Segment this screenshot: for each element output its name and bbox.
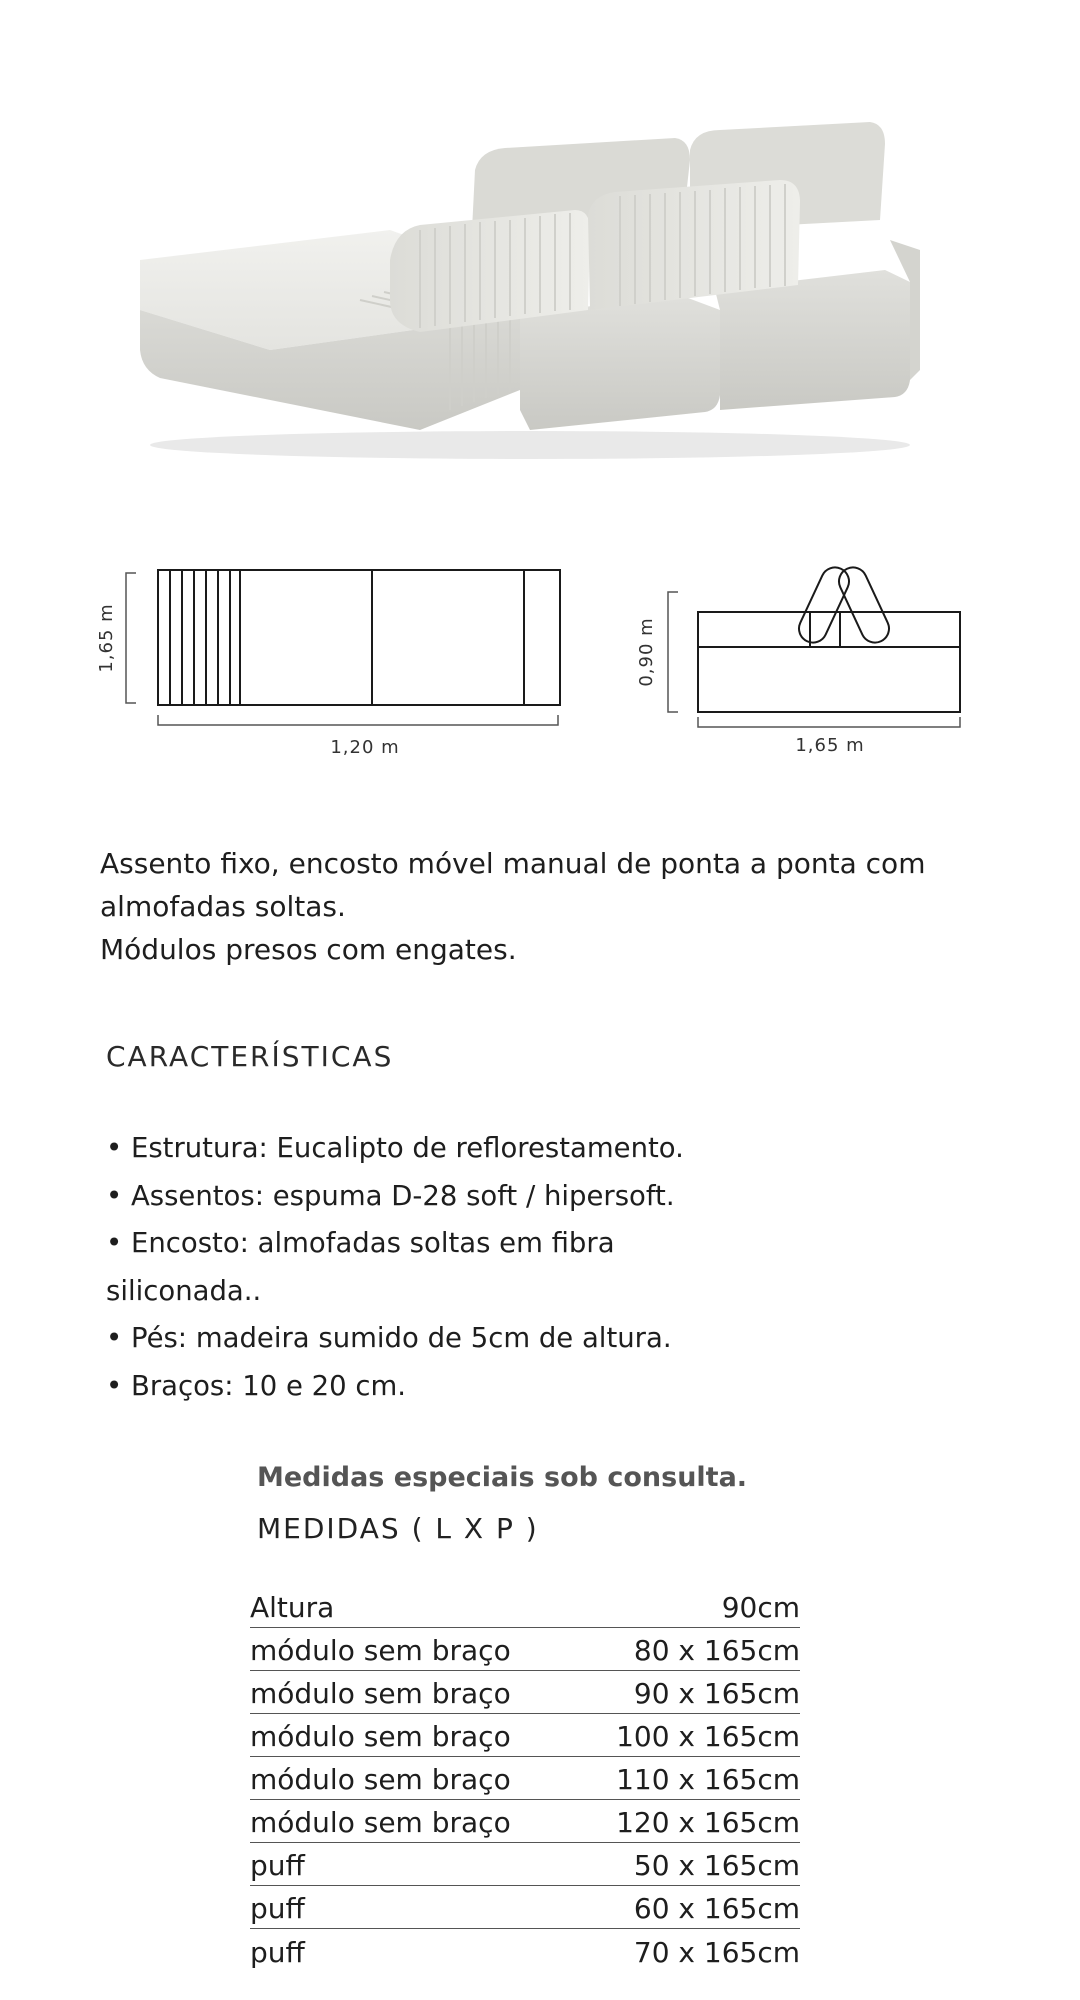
list-item: • Braços: 10 e 20 cm. xyxy=(106,1369,407,1402)
list-item: • Encosto: almofadas soltas em fibra xyxy=(106,1227,615,1259)
table-row xyxy=(250,1929,800,1972)
sofa-photo xyxy=(120,110,940,470)
row-label: puff xyxy=(250,1892,305,1925)
table-row xyxy=(250,1843,800,1886)
table-row xyxy=(250,1757,800,1800)
row-value: 70 x 165cm xyxy=(633,1936,800,1969)
table-row xyxy=(250,1714,800,1757)
description-line: almofadas soltas. xyxy=(100,890,346,923)
row-value: 110 x 165cm xyxy=(616,1763,800,1796)
table-row xyxy=(250,1800,800,1843)
list-item: • Assentos: espuma D-28 soft / hipersoft. xyxy=(106,1179,675,1212)
row-value: 120 x 165cm xyxy=(616,1806,800,1839)
row-label: módulo sem braço xyxy=(250,1806,511,1839)
row-value: 80 x 165cm xyxy=(633,1634,800,1667)
row-label: módulo sem braço xyxy=(250,1634,511,1667)
list-item: • Pés: madeira sumido de 5cm de altura. xyxy=(106,1322,672,1354)
description-line: Assento fixo, encosto móvel manual de ponta a ponta com xyxy=(100,847,926,880)
description-line: Módulos presos com engates. xyxy=(100,933,517,966)
row-value: 90 x 165cm xyxy=(633,1677,800,1710)
row-label: módulo sem braço xyxy=(250,1720,511,1753)
side-width-label: 1,65 m xyxy=(795,735,865,756)
row-value: 50 x 165cm xyxy=(633,1849,800,1882)
special-measures-note: Medidas especiais sob consulta. xyxy=(257,1462,748,1493)
list-item: siliconada.. xyxy=(106,1274,262,1307)
table-row xyxy=(250,1590,800,1628)
features-heading: CARACTERÍSTICAS xyxy=(106,1040,394,1073)
row-value: 60 x 165cm xyxy=(633,1892,800,1925)
table-row xyxy=(250,1628,800,1671)
measures-table xyxy=(250,1590,800,1972)
plan-depth-label: 1,65 m xyxy=(96,603,117,673)
row-label: puff xyxy=(250,1936,305,1969)
measures-heading: MEDIDAS ( L X P ) xyxy=(257,1512,539,1545)
row-value: 100 x 165cm xyxy=(616,1720,800,1753)
table-row xyxy=(250,1886,800,1929)
row-label: puff xyxy=(250,1849,305,1882)
dimension-diagram xyxy=(80,555,980,785)
table-row xyxy=(250,1671,800,1714)
row-label: módulo sem braço xyxy=(250,1763,511,1796)
features-list xyxy=(106,1125,806,1410)
plan-width-label: 1,20 m xyxy=(330,737,400,758)
row-value: 90cm xyxy=(721,1591,800,1624)
side-height-label: 0,90 m xyxy=(636,617,657,687)
row-label: módulo sem braço xyxy=(250,1677,511,1710)
product-description xyxy=(100,842,1000,971)
list-item: • Estrutura: Eucalipto de reflorestamento. xyxy=(106,1132,684,1164)
row-label: Altura xyxy=(250,1591,335,1624)
